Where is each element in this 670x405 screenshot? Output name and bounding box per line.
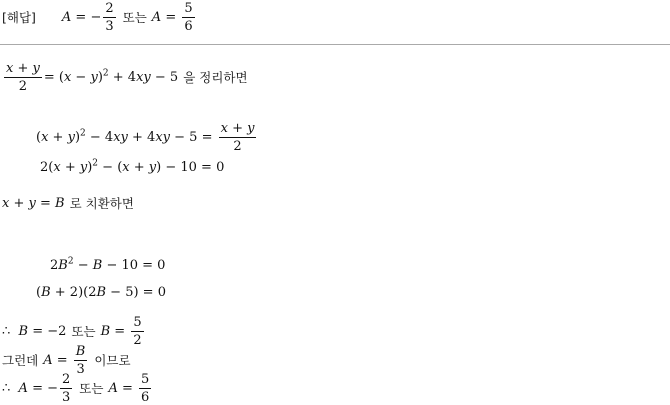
substitution-line: x + y = B 로 치환하면	[2, 195, 134, 211]
fraction: $\frac{2}{3}$	[105, 0, 114, 34]
or-text: 또는	[71, 324, 96, 339]
result-2: 그런데 A = $\frac{B}{3}$ 이므로	[2, 343, 131, 377]
equation-2: $2(x + y)^2 - (x + y) - 10 = 0$	[40, 158, 225, 175]
equation-1: $(x + y)^2 - 4xy + 4xy - 5$ = $\frac{x + y}{2}$	[36, 120, 255, 154]
result-2-prefix: 그런데	[2, 353, 39, 368]
fraction: $\frac{5}{6}$	[141, 371, 150, 405]
substitution-suffix: 로 치환하면	[69, 196, 134, 211]
fraction: $\frac{x + y}{2}$	[220, 120, 255, 154]
answer-label: [해답]	[2, 10, 36, 25]
answer-line: [해답] A = − $\frac{2}{3}$ 또는 A = $\frac{5}{6}$	[2, 0, 193, 34]
equation-3: $2B^2 - B - 10 = 0$	[50, 256, 166, 273]
equation-text: = $(x - y)^2 + 4xy - 5$	[43, 68, 179, 85]
fraction: $\frac{5}{2}$	[133, 314, 142, 348]
step-1-suffix: 을 정리하면	[183, 70, 248, 85]
result-2-suffix: 이므로	[94, 353, 131, 368]
result-1: ∴ B = −2 또는 B = $\frac{5}{2}$	[2, 314, 142, 348]
fraction: $\frac{2}{3}$	[62, 371, 71, 405]
fraction: $\frac{B}{3}$	[75, 343, 86, 377]
fraction: $\frac{5}{6}$	[184, 0, 193, 34]
fraction: $\frac{x + y}{2}$	[6, 60, 40, 94]
or-text: 또는	[79, 381, 104, 396]
step-1	[2, 60, 248, 94]
result-3: ∴ A = − $\frac{2}{3}$ 또는 A = $\frac{5}{6}$	[2, 371, 150, 405]
or-text: 또는	[122, 10, 147, 25]
divider	[0, 44, 670, 45]
equation-4: (B + 2)(2B − 5) = 0	[36, 284, 166, 300]
